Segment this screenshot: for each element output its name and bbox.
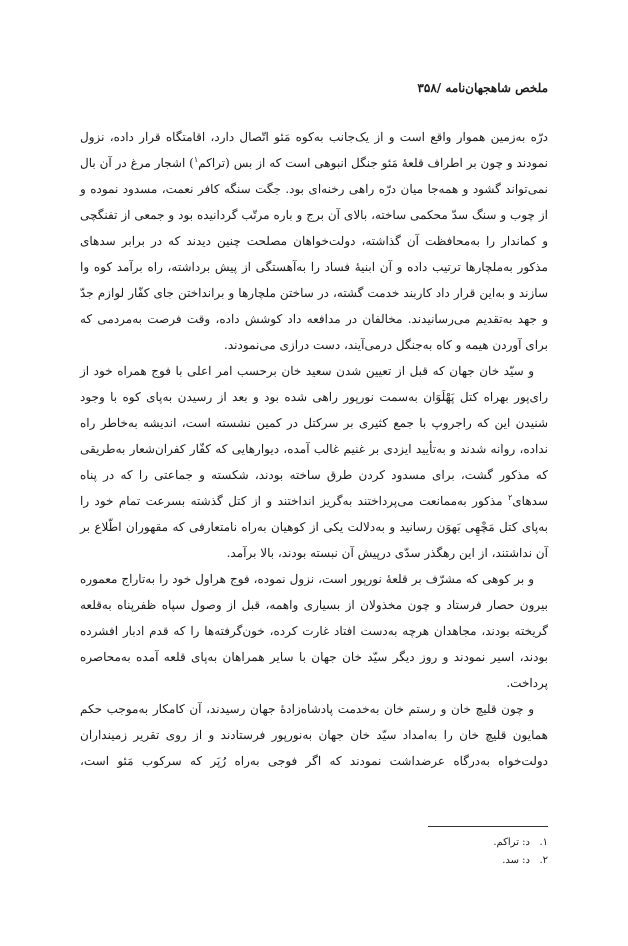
running-header: ملخص شاهجهان‌نامه /۳۵۸ bbox=[417, 81, 548, 95]
footnote-text: د: سد. bbox=[502, 855, 530, 866]
paragraph-4: و چون قلیچ خان و رستم خان به‌خدمت پادشاه‌زادهٔ جهان رسیدند، آن کامکار به‌موجب حکم همایون قلیچ خان را به‌امداد سیّد خان جهان به‌نورپور فرستادند و از روی تقریر زمینداران دولت‌خواه به‌درگاه عرضداشت نمودند که اگر فوجی به‌راه رُپَر که سرکوب مَئو است، bbox=[80, 702, 548, 768]
body-text bbox=[80, 124, 548, 774]
footnotes bbox=[80, 834, 548, 870]
footnote-2 bbox=[80, 852, 548, 870]
paragraph-1: درّه به‌زمین هموار واقع است و از یک‌جانب به‌کوه مَئو اتّصال دارد، اقامتگاه قرار داده، نزول نمودند و چون بر اطراف قلعهٔ مَئو جنگل انبوهی است که از بس (تراکم$^۱$) اشجار مرغ در آن بال نمی‌تواند گشود و همه‌جا میان درّه راهی رخنه‌ای بود. جگت سنگه کافر نعمت، مسدود نموده و از چوب و سنگ سدّ محکمی ساخته، بالای آن برج و باره مرتّب گردانیده بود و جمعی از تفنگچی و کماندار را به‌محافظت آن گذاشته، دولت‌خواهان مصلحت چنین دیدند که در برابر سدهای مذکور به‌ملچارها ترتیب داده و آن ابنیهٔ فساد را به‌آهستگی از پیش برداشته، راه برآمد کوه وا سازند و به‌این قرار داد کاربند خدمت گشته، در ساختن ملچارها و برانداختن جای کفّار لوازم جدّ و جهد به‌تقدیم می‌رسانیدند. مخالفان در مدافعه داد کوشش داده، وقت فرصت به‌مردمی که برای آوردن هیمه و کاه به‌جنگل درمی‌آیند، دست درازی می‌نمودند. bbox=[80, 130, 548, 352]
footnote-number: ۱. bbox=[539, 837, 548, 848]
footnote-1 bbox=[80, 834, 548, 852]
footnote-number: ۲. bbox=[539, 855, 548, 866]
footnote-text: د: تراکم. bbox=[493, 837, 530, 848]
footnote-ref-1[interactable]: ۱ bbox=[193, 155, 199, 164]
paragraph-2: و سیّد خان جهان که قبل از تعیین شدن سعید خان برحسب امر اعلی با فوج همراه خود از رای‌پور بهراه کتل پَهْلَوَان به‌سمت نورپور راهی شده بود و بعد از رسیدن به‌پای کوه با وجود شنیدن این که راجروپ با جمع کثیری بر سرکتل در کمین نشسته است، اندیشه به‌خاطر راه نداده، روانه شدند و به‌تأیید ایزدی بر غنیم غالب آمده، دیوارهایی که کفّار کفران‌شعار به‌طریقی که مذکور گشت، برای مسدود کردن طرق ساخته بودند، شکسته و جماعتی را که در پناه سدهای$^۲$ مذکور به‌ممانعت می‌پرداختند به‌گریز انداختند و از کتل گذشته بسرعت تمام خود را به‌پای کتل مَچْهِی بَهوَن رسانید و به‌دلالت یکی از کوهیان به‌راه نامتعارفی که مقهوران اطّلاع بر آن نداشتند، از این رهگذر سدّی درپیش آن نبسته بودند، بالا برآمد. bbox=[80, 364, 548, 560]
paragraph-3: و بر کوهی که مشرّف بر قلعهٔ نورپور است، نزول نموده، فوج هراول خود را به‌تاراج معموره بیرون حصار فرستاد و چون مخذولان از بسیاری واهمه، قبل از وصول سپاه ظفرپناه به‌قلعه گریخته بودند، مجاهدان هرچه به‌دست افتاد غارت کرده، خون‌گرفته‌ها را که قدم ادبار افشرده بودند، اسیر نمودند و روز دیگر سیّد خان جهان با سایر همراهان به‌پای قلعه آمده به‌محاصره پرداخت. bbox=[80, 572, 548, 690]
footnote-divider bbox=[428, 826, 548, 827]
footnote-ref-2[interactable]: ۲ bbox=[507, 493, 513, 502]
